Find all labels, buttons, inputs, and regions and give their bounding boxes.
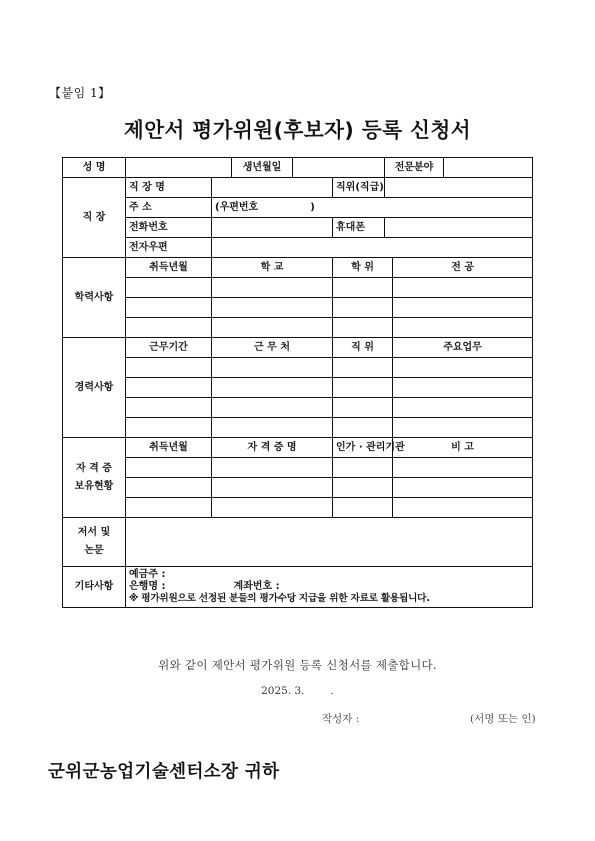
education-section-label: 학력사항	[63, 258, 126, 338]
certificate-label-line2: 보유현황	[74, 480, 114, 492]
education-cell[interactable]	[333, 318, 393, 338]
education-row	[63, 318, 533, 338]
postal-code-prefix: (우편번호	[215, 201, 259, 213]
career-cell[interactable]	[333, 358, 393, 378]
career-row	[63, 398, 533, 418]
education-cell[interactable]	[393, 298, 533, 318]
certificate-header: 취득년월	[126, 438, 212, 458]
certificate-cell[interactable]	[212, 458, 333, 478]
education-cell[interactable]	[212, 298, 333, 318]
education-cell[interactable]	[126, 318, 212, 338]
education-cell[interactable]	[126, 298, 212, 318]
certificate-cell[interactable]	[212, 498, 333, 518]
career-cell[interactable]	[333, 418, 393, 438]
certificate-cell[interactable]	[393, 498, 533, 518]
certificate-header-row	[63, 438, 533, 458]
other-info-field[interactable]	[126, 567, 533, 608]
career-row	[63, 378, 533, 398]
career-cell[interactable]	[333, 398, 393, 418]
career-cell[interactable]	[393, 398, 533, 418]
payment-notice: ※ 평가위원으로 선정된 분들의 평가수당 지급을 위한 자료로 활용됩니다.	[129, 593, 430, 604]
certificate-section-label	[63, 438, 126, 518]
career-cell[interactable]	[212, 378, 333, 398]
certificate-row	[63, 498, 533, 518]
education-header: 취득년월	[126, 258, 212, 278]
certificate-cell[interactable]	[126, 458, 212, 478]
career-header: 직 위	[333, 338, 393, 358]
email-row	[63, 238, 533, 258]
career-header: 근 무 처	[212, 338, 333, 358]
career-cell[interactable]	[212, 358, 333, 378]
certificate-header: 인가 · 관리기관	[333, 438, 393, 458]
career-cell[interactable]	[393, 358, 533, 378]
career-cell[interactable]	[393, 378, 533, 398]
workplace-name-field[interactable]	[212, 178, 333, 198]
position-field[interactable]	[385, 178, 533, 198]
career-cell[interactable]	[126, 418, 212, 438]
postal-code-suffix: )	[310, 201, 315, 213]
education-header: 전 공	[393, 258, 533, 278]
signature-label: (서명 또는 인)	[470, 713, 536, 725]
certificate-cell[interactable]	[333, 458, 393, 478]
workplace-name-row	[63, 178, 533, 198]
other-info-row	[63, 567, 533, 608]
certificate-cell[interactable]	[212, 478, 333, 498]
name-field[interactable]	[126, 158, 232, 178]
career-row	[63, 418, 533, 438]
education-cell[interactable]	[333, 298, 393, 318]
education-cell[interactable]	[333, 278, 393, 298]
mobile-field[interactable]	[385, 218, 533, 238]
email-label: 전자우편	[126, 238, 212, 258]
form-title: 제안서 평가위원(후보자) 등록 신청서	[123, 118, 472, 142]
workplace-section-label: 직 장	[63, 178, 126, 258]
email-field[interactable]	[212, 238, 533, 258]
certificate-header: 자 격 증 명	[212, 438, 333, 458]
certificate-label-line1: 자 격 증	[76, 462, 112, 474]
education-row	[63, 298, 533, 318]
other-section-label: 기타사항	[63, 567, 126, 608]
publications-field[interactable]	[126, 518, 533, 567]
certificate-cell[interactable]	[333, 478, 393, 498]
birthdate-label: 생년월일	[232, 158, 293, 178]
publications-label-line2: 논문	[84, 545, 104, 556]
publications-row	[63, 518, 533, 567]
education-cell[interactable]	[393, 318, 533, 338]
workplace-name-label: 직 장 명	[126, 178, 212, 198]
submit-statement: 위와 같이 제안서 평가위원 등록 신청서를 제출합니다.	[158, 658, 437, 672]
account-number-label: 계좌번호 :	[233, 581, 280, 592]
basic-info-row	[63, 158, 533, 178]
addressee: 군위군농업기술센터소장 귀하	[48, 762, 280, 782]
specialty-label: 전문분야	[385, 158, 444, 178]
career-header-row	[63, 338, 533, 358]
career-header: 근무기간	[126, 338, 212, 358]
certificate-cell[interactable]	[393, 458, 533, 478]
career-cell[interactable]	[212, 418, 333, 438]
career-header: 주요업무	[393, 338, 533, 358]
career-cell[interactable]	[126, 378, 212, 398]
attachment-label: 【붙임 1】	[49, 86, 111, 100]
bank-account-line	[129, 581, 529, 593]
registration-form-table	[62, 157, 533, 608]
publications-section-label	[63, 518, 126, 567]
career-row	[63, 358, 533, 378]
publications-label-line1: 저서 및	[77, 527, 111, 538]
depositor-label: 예금주 :	[129, 569, 166, 580]
date-text: 2025. 3.	[261, 685, 305, 697]
phone-field[interactable]	[212, 218, 333, 238]
phone-label: 전화번호	[126, 218, 212, 238]
career-cell[interactable]	[126, 398, 212, 418]
certificate-row	[63, 458, 533, 478]
education-cell[interactable]	[126, 278, 212, 298]
position-label: 직위(직급)	[333, 178, 385, 198]
career-section-label: 경력사항	[63, 338, 126, 438]
bank-label: 은행명 :	[129, 581, 166, 592]
education-cell[interactable]	[212, 278, 333, 298]
name-label: 성 명	[63, 158, 126, 178]
certificate-cell[interactable]	[126, 498, 212, 518]
certificate-row	[63, 478, 533, 498]
writer-label: 작성자 :	[322, 713, 360, 725]
phone-row	[63, 218, 533, 238]
address-label: 주 소	[126, 198, 212, 218]
date-dot: .	[330, 685, 334, 697]
birthdate-field[interactable]	[293, 158, 385, 178]
education-cell[interactable]	[212, 318, 333, 338]
career-cell[interactable]	[333, 378, 393, 398]
certificate-cell[interactable]	[393, 478, 533, 498]
education-row	[63, 278, 533, 298]
certificate-cell[interactable]	[126, 478, 212, 498]
education-header: 학 위	[333, 258, 393, 278]
education-cell[interactable]	[393, 278, 533, 298]
address-field[interactable]	[212, 198, 533, 218]
specialty-field[interactable]	[444, 158, 533, 178]
education-header: 학 교	[212, 258, 333, 278]
date-line	[0, 685, 595, 697]
education-header-row	[63, 258, 533, 278]
address-row	[63, 198, 533, 218]
certificate-header: 비 고	[393, 438, 533, 458]
mobile-label: 휴대폰	[333, 218, 385, 238]
career-cell[interactable]	[393, 418, 533, 438]
career-cell[interactable]	[212, 398, 333, 418]
career-cell[interactable]	[126, 358, 212, 378]
certificate-cell[interactable]	[333, 498, 393, 518]
